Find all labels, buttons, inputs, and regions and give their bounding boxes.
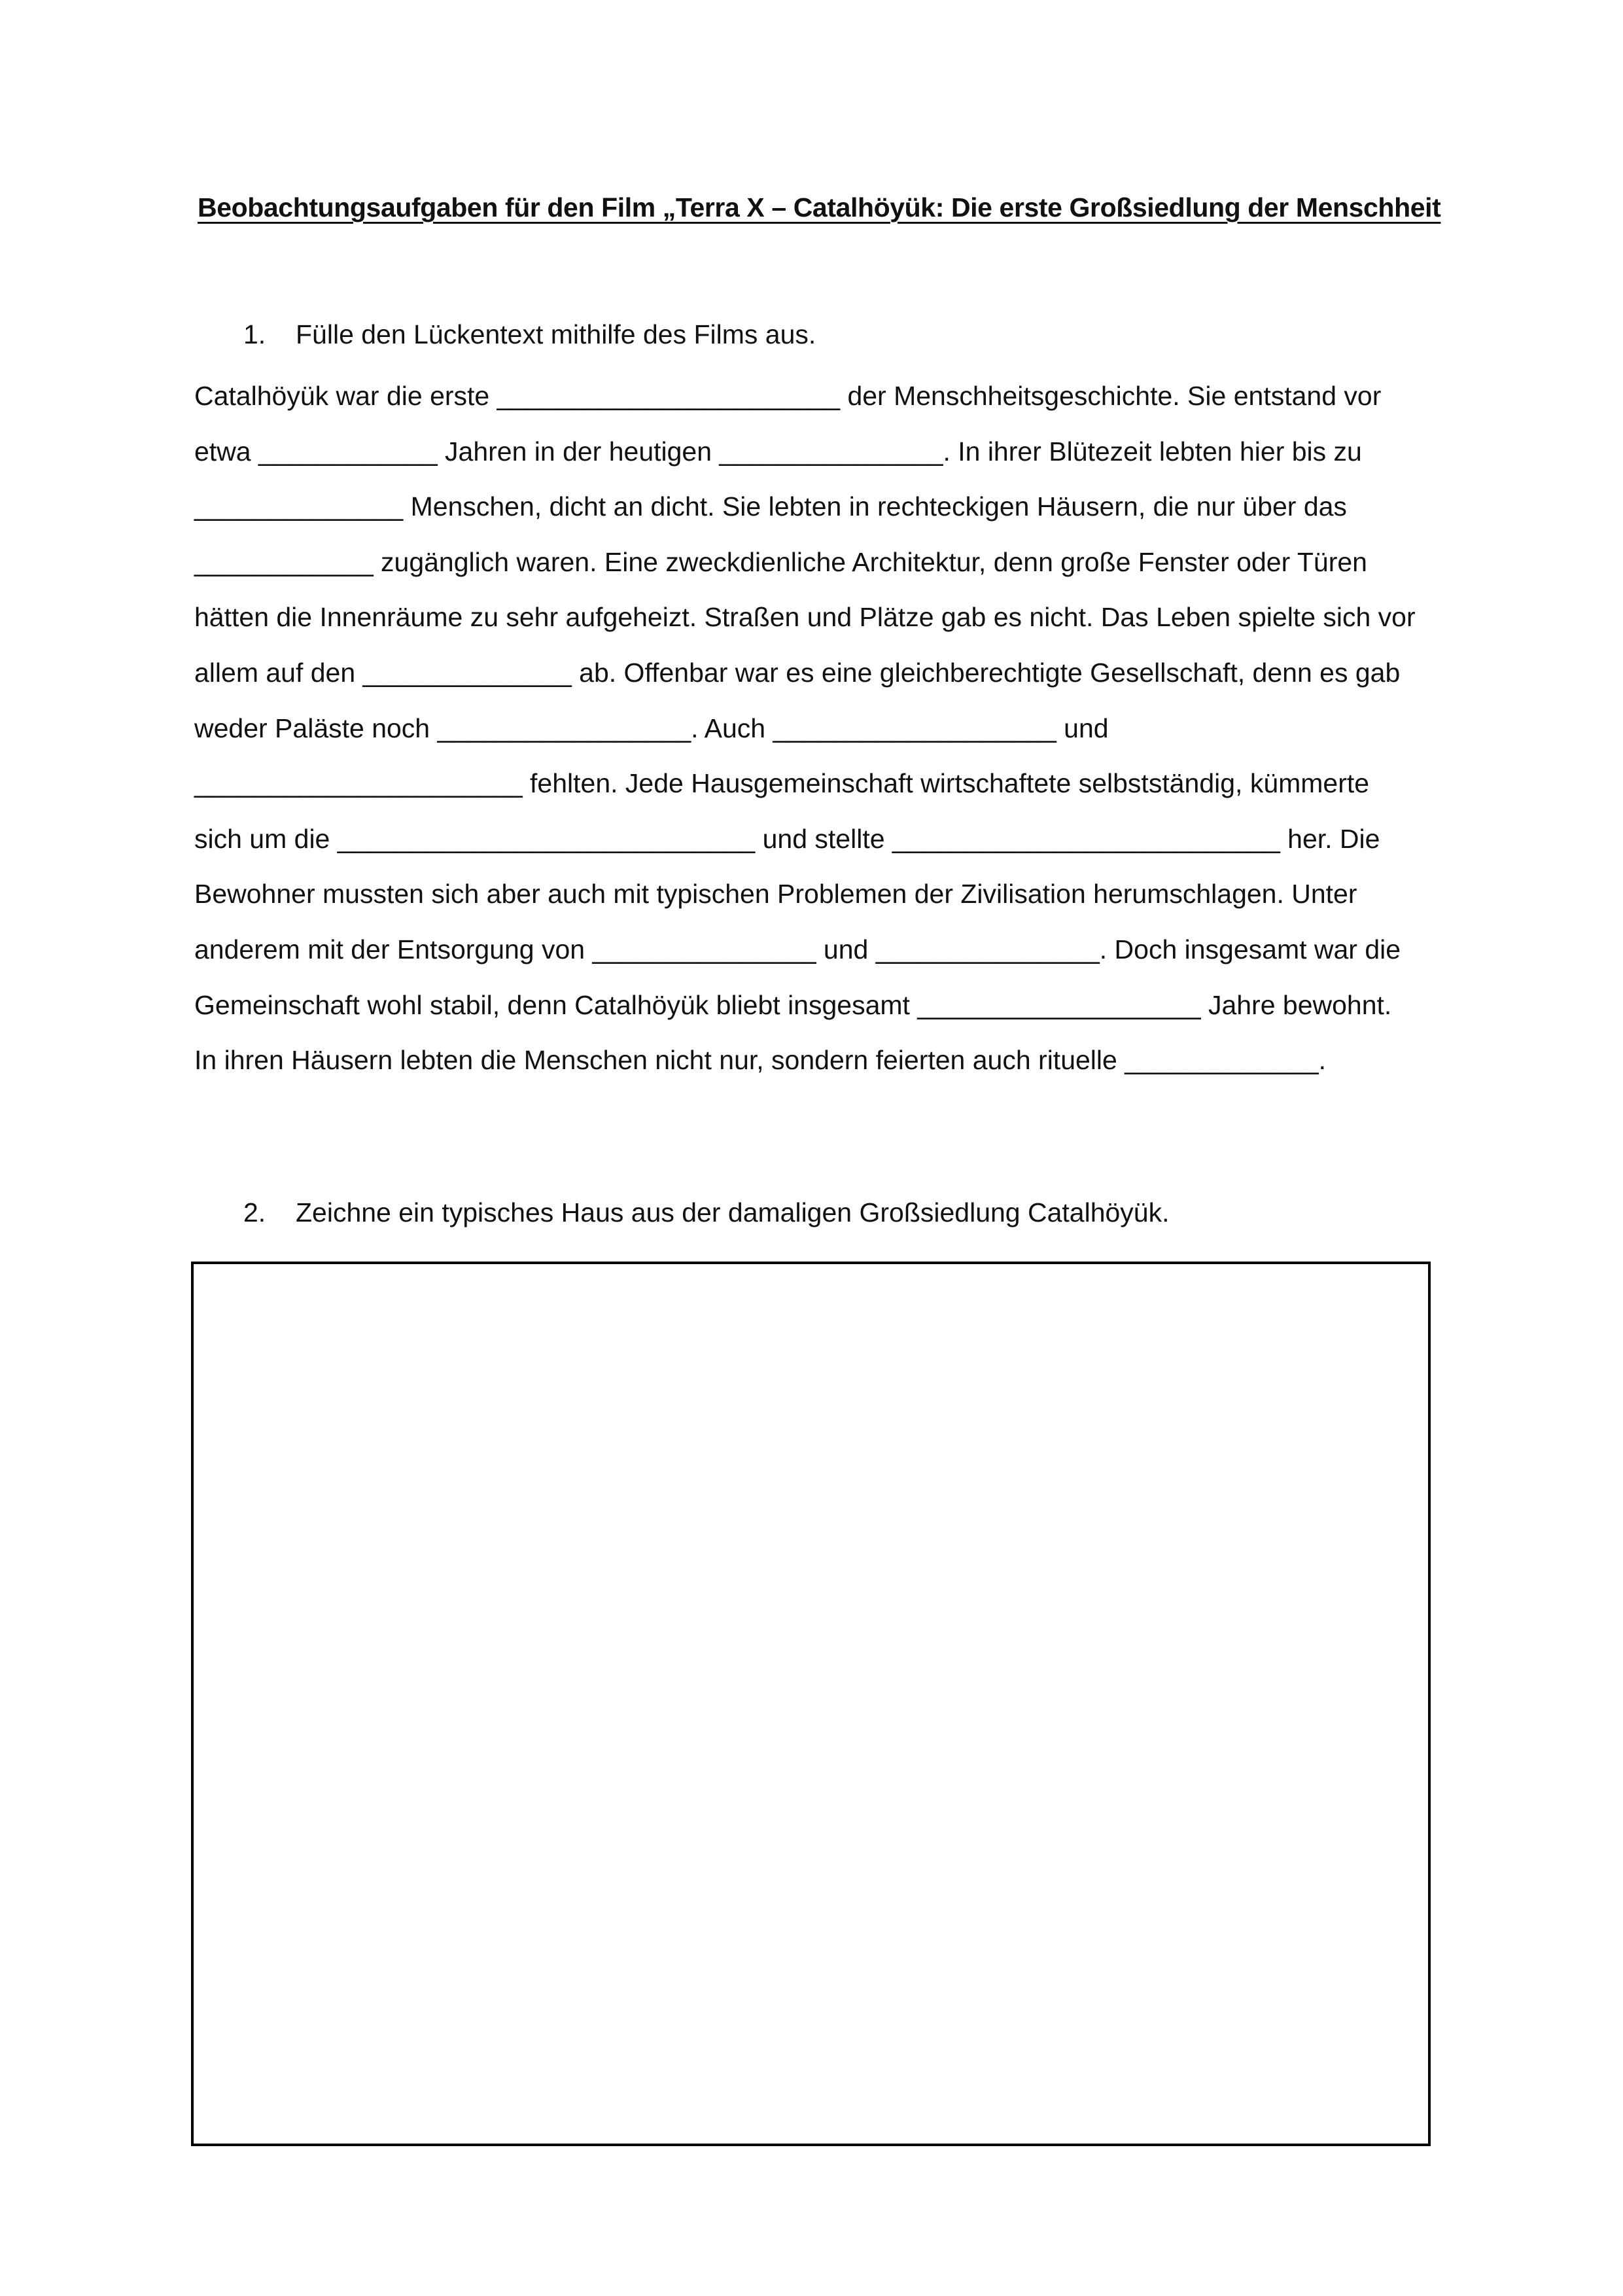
task-1-heading bbox=[243, 319, 816, 350]
cloze-line: In ihren Häusern lebten die Menschen nicht nur, sondern feierten auch rituelle _____________. bbox=[194, 1045, 1327, 1076]
task-2-instruction: Zeichne ein typisches Haus aus der damaligen Großsiedlung Catalhöyük. bbox=[296, 1197, 1170, 1227]
cloze-line: allem auf den ______________ ab. Offenbar war es eine gleichberechtigte Gesellschaft, denn es gab bbox=[194, 657, 1401, 688]
task-1-instruction: Fülle den Lückentext mithilfe des Films aus. bbox=[296, 319, 816, 349]
cloze-line: weder Paläste noch _________________. Auch ___________________ und bbox=[194, 713, 1109, 743]
page-title: Beobachtungsaufgaben für den Film „Terra X – Catalhöyük: Die erste Großsiedlung der Menschheit bbox=[198, 192, 1441, 222]
cloze-line: Catalhöyük war die erste _______________________ der Menschheitsgeschichte. Sie entstand vor bbox=[194, 381, 1382, 411]
task-1-number: 1. bbox=[243, 319, 266, 349]
drawing-box bbox=[191, 1262, 1431, 2146]
cloze-line: ______________________ fehlten. Jede Hausgemeinschaft wirtschaftete selbstständig, kümmerte bbox=[194, 768, 1370, 799]
cloze-line: hätten die Innenräume zu sehr aufgeheizt. Straßen und Plätze gab es nicht. Das Leben spielte sich vor bbox=[194, 602, 1416, 633]
task-2-heading bbox=[243, 1197, 1170, 1228]
cloze-line: sich um die ____________________________ und stellte __________________________ her. Die bbox=[194, 823, 1380, 854]
cloze-line: ____________ zugänglich waren. Eine zweckdienliche Architektur, denn große Fenster oder Türen bbox=[194, 546, 1367, 577]
cloze-line: anderem mit der Entsorgung von _______________ und _______________. Doch insgesamt war die bbox=[194, 934, 1401, 964]
cloze-line: Gemeinschaft wohl stabil, denn Catalhöyük bliebt insgesamt ___________________ Jahre bewohnt. bbox=[194, 989, 1392, 1020]
cloze-line: Bewohner mussten sich aber auch mit typischen Problemen der Zivilisation herumschlagen. Unter bbox=[194, 879, 1357, 910]
cloze-line: ______________ Menschen, dicht an dicht. Sie lebten in rechteckigen Häusern, die nur über das bbox=[194, 491, 1347, 522]
cloze-line: etwa ____________ Jahren in der heutigen _______________. In ihrer Blütezeit lebten hier bis zu bbox=[194, 436, 1362, 467]
task-2-number: 2. bbox=[243, 1197, 266, 1227]
cloze-text bbox=[194, 380, 1437, 1099]
